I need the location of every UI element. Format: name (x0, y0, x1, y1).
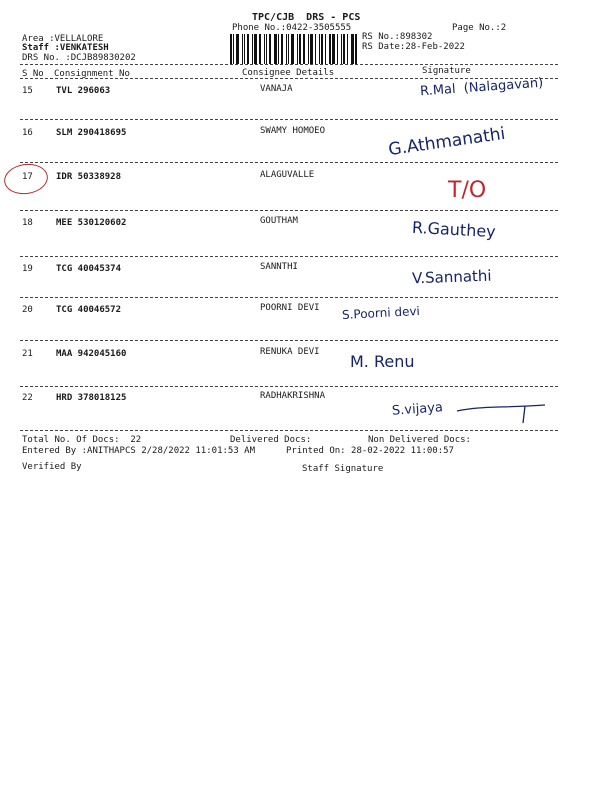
barcode-bar (233, 34, 234, 64)
barcode-bar (355, 34, 357, 64)
handwritten-signature: V.Sannathi (411, 266, 492, 288)
barcode-bar (264, 34, 265, 64)
row-serial: 22 (22, 393, 33, 403)
row-divider (20, 386, 558, 387)
barcode-bar (281, 34, 283, 64)
divider (20, 430, 558, 431)
row-consignee: ALAGUVALLE (260, 170, 315, 180)
handwritten-signature: S.vijaya (391, 400, 444, 419)
row-serial: 18 (22, 218, 33, 228)
barcode-bar (297, 34, 298, 64)
row-consignee: VANAJA (260, 84, 293, 94)
barcode-bar (274, 34, 277, 64)
row-serial: 20 (22, 305, 33, 315)
row-consignment: HRD 378018125 (56, 393, 127, 403)
row-consignment: MAA 942045160 (56, 349, 127, 359)
row-serial: 15 (22, 86, 33, 96)
staff-label: Staff :VENKATESH (22, 43, 109, 53)
barcode-bar (236, 34, 239, 64)
row-divider (20, 340, 558, 341)
barcode-bar (242, 34, 243, 64)
barcode-bar (230, 34, 232, 64)
handwritten-signature: S.Poorni devi (341, 303, 421, 323)
phone-number: Phone No.:0422-3505555 (232, 23, 352, 33)
barcode-bar (310, 34, 313, 64)
column-header-sno: S No (22, 69, 44, 79)
row-consignee: POORNI DEVI (260, 303, 320, 313)
row-serial: 17 (22, 172, 33, 182)
handwritten-signature: G.Athmanathi (387, 123, 507, 161)
row-consignment: TCG 40046572 (56, 305, 122, 315)
signature-stroke (455, 396, 550, 426)
barcode-bar (329, 34, 331, 64)
handwritten-signature: T/O (448, 178, 487, 203)
barcode-bar (286, 34, 287, 64)
page-number: Page No.:2 (452, 23, 507, 33)
row-divider (20, 119, 558, 120)
barcode-bar (319, 34, 320, 64)
divider (20, 64, 558, 65)
barcode-bar (252, 34, 253, 64)
drs-number: DRS No. :DCJB89830202 (22, 53, 136, 63)
total-docs: Total No. Of Docs: 22 (22, 435, 142, 445)
row-consignment: MEE 530120602 (56, 218, 127, 228)
barcode-bar (308, 34, 309, 64)
barcode-bar (332, 34, 335, 64)
rs-date: RS Date:28-Feb-2022 (362, 42, 465, 52)
row-divider (20, 256, 558, 257)
column-header-consignee: Consignee Details (242, 68, 335, 78)
row-serial: 19 (22, 264, 33, 274)
document-title: TPC/CJB DRS - PCS (252, 12, 361, 23)
barcode-bar (288, 34, 289, 64)
barcode-bar (244, 34, 245, 64)
barcode-bar (266, 34, 267, 64)
divider (20, 78, 558, 79)
row-consignment: SLM 290418695 (56, 128, 127, 138)
barcode-bar (259, 34, 261, 64)
delivered-docs: Delivered Docs: (230, 435, 312, 445)
row-consignee: RENUKA DEVI (260, 347, 320, 357)
barcode-bar (351, 34, 354, 64)
barcode-bar (303, 34, 305, 64)
row-divider (20, 162, 558, 163)
row-consignment: TVL 296063 (56, 86, 111, 96)
barcode-bar (337, 34, 338, 64)
handwritten-signature: R.Mal (Nalagavan) (419, 75, 544, 100)
barcode-bar (341, 34, 342, 64)
column-header-consignment: Consignment No (54, 69, 130, 79)
row-serial: 16 (22, 128, 33, 138)
barcode-bar (325, 34, 326, 64)
barcode-bar (347, 34, 348, 64)
barcode-bar (299, 34, 301, 64)
entered-by: Entered By :ANITHAPCS 2/28/2022 11:01:53 AM (22, 446, 255, 456)
printed-on: Printed On: 28-02-2022 11:00:57 (286, 446, 454, 456)
barcode-bar (315, 34, 316, 64)
row-consignee: GOUTHAM (260, 216, 298, 226)
non-delivered-docs: Non Delivered Docs: (368, 435, 471, 445)
row-consignee: SANNTHI (260, 262, 298, 272)
row-serial: 21 (22, 349, 33, 359)
barcode-bar (278, 34, 279, 64)
barcode-bar (291, 34, 294, 64)
column-header-signature: Signature (422, 66, 471, 76)
barcode-bar (321, 34, 323, 64)
barcode (230, 34, 360, 64)
barcode-bar (254, 34, 257, 64)
barcode-bar (269, 34, 271, 64)
staff-signature-label: Staff Signature (302, 464, 384, 474)
handwritten-signature: R.Gauthey (411, 217, 497, 242)
row-consignment: IDR 50338928 (56, 172, 122, 182)
barcode-bar (343, 34, 345, 64)
rs-number: RS No.:898302 (362, 32, 433, 42)
verified-by-label: Verified By (22, 462, 82, 472)
row-consignee: RADHAKRISHNA (260, 391, 326, 401)
row-divider (20, 297, 558, 298)
row-consignee: SWAMY HOMOEO (260, 126, 326, 136)
barcode-bar (247, 34, 249, 64)
handwritten-signature: M. Renu (350, 352, 415, 371)
row-consignment: TCG 40045374 (56, 264, 122, 274)
row-divider (20, 210, 558, 211)
area-label: Area :VELLALORE (22, 34, 104, 44)
